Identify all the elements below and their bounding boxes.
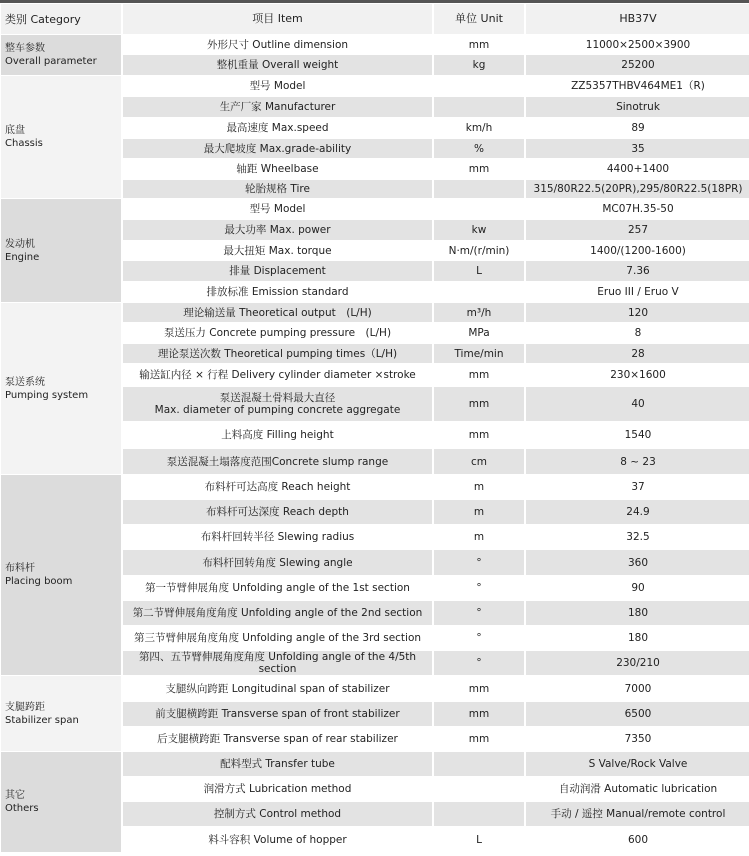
spec-unit: L [434, 827, 524, 852]
spec-unit: % [434, 139, 524, 158]
spec-item: 泵送混凝土骨料最大直径 Max. diameter of pumping concrete aggregate [123, 387, 432, 421]
header-unit: 单位 Unit [434, 4, 524, 34]
spec-value: 25200 [526, 55, 749, 75]
spec-unit [434, 180, 524, 198]
spec-item: 第一节臂伸展角度 Unfolding angle of the 1st section [123, 576, 432, 600]
spec-unit: mm [434, 727, 524, 751]
spec-item: 前支腿横跨距 Transverse span of front stabilizer [123, 702, 432, 726]
spec-value: 8 ~ 23 [526, 449, 749, 474]
spec-item: 外形尺寸 Outline dimension [123, 35, 432, 54]
spec-value: 自动润滑 Automatic lubrication [526, 777, 749, 801]
category-en: Overall parameter [5, 56, 97, 67]
spec-item: 轴距 Wheelbase [123, 159, 432, 179]
spec-unit: ° [434, 651, 524, 675]
spec-value: 1400/(1200-1600) [526, 241, 749, 260]
spec-row [1, 475, 749, 499]
spec-item: 泵送压力 Concrete pumping pressure (L/H) [123, 323, 432, 343]
category-cell [1, 475, 121, 675]
spec-unit: L [434, 261, 524, 281]
spec-value: 11000×2500×3900 [526, 35, 749, 54]
spec-value: 6500 [526, 702, 749, 726]
spec-item: 理论泵送次数 Theoretical pumping times（L/H) [123, 344, 432, 363]
spec-value: 180 [526, 626, 749, 650]
spec-unit [434, 76, 524, 96]
spec-item: 第四、五节臂伸展角度角度 Unfolding angle of the 4/5th section [123, 651, 432, 675]
spec-value: 1540 [526, 422, 749, 448]
header-row [1, 4, 749, 34]
spec-item: 布料杆回转半径 Slewing radius [123, 525, 432, 549]
spec-value: 360 [526, 550, 749, 575]
spec-unit: MPa [434, 323, 524, 343]
spec-unit: mm [434, 387, 524, 421]
spec-value: 手动 / 遥控 Manual/remote control [526, 802, 749, 826]
spec-value: 90 [526, 576, 749, 600]
spec-value: ZZ5357THBV464ME1（R) [526, 76, 749, 96]
header-category: 类别 Category [1, 4, 121, 34]
spec-unit: ° [434, 550, 524, 575]
category-cell [1, 35, 121, 75]
spec-item: 布料杆可达深度 Reach depth [123, 500, 432, 524]
spec-unit [434, 802, 524, 826]
spec-value: 7.36 [526, 261, 749, 281]
spec-value: 120 [526, 303, 749, 322]
spec-row [1, 76, 749, 96]
spec-item: 最大爬坡度 Max.grade-ability [123, 139, 432, 158]
spec-value: 37 [526, 475, 749, 499]
spec-value: 600 [526, 827, 749, 852]
category-en: Placing boom [5, 576, 73, 587]
spec-item: 料斗容积 Volume of hopper [123, 827, 432, 852]
spec-value: Sinotruk [526, 97, 749, 117]
category-zh: 布料杆 [5, 563, 35, 574]
category-zh: 整车参数 [5, 43, 45, 54]
spec-value: 8 [526, 323, 749, 343]
spec-unit [434, 97, 524, 117]
spec-unit: m³/h [434, 303, 524, 322]
category-zh: 其它 [5, 790, 25, 801]
spec-value: 40 [526, 387, 749, 421]
spec-item: 第二节臂伸展角度角度 Unfolding angle of the 2nd section [123, 601, 432, 625]
spec-item: 型号 Model [123, 199, 432, 219]
spec-row [1, 676, 749, 701]
spec-unit [434, 777, 524, 801]
spec-value: 32.5 [526, 525, 749, 549]
spec-unit: cm [434, 449, 524, 474]
spec-row [1, 199, 749, 219]
category-cell [1, 76, 121, 198]
spec-unit: mm [434, 422, 524, 448]
spec-value: MC07H.35-50 [526, 199, 749, 219]
category-en: Others [5, 803, 39, 814]
spec-value: 230/210 [526, 651, 749, 675]
category-en: Pumping system [5, 389, 89, 401]
spec-item: 控制方式 Control method [123, 802, 432, 826]
spec-unit: mm [434, 159, 524, 179]
spec-unit [434, 282, 524, 302]
category-cell [1, 752, 121, 852]
spec-unit: mm [434, 676, 524, 701]
spec-item: 最大扭矩 Max. torque [123, 241, 432, 260]
category-zh: 支腿跨距 [5, 701, 45, 713]
spec-value: 315/80R22.5(20PR),295/80R22.5(18PR) [526, 180, 749, 198]
category-en: Stabilizer span [5, 714, 79, 726]
spec-item: 轮胎规格 Tire [123, 180, 432, 198]
spec-unit: m [434, 525, 524, 549]
header-model: HB37V [526, 4, 749, 34]
spec-value: 230×1600 [526, 364, 749, 386]
spec-unit: kg [434, 55, 524, 75]
spec-item: 第三节臂伸展角度角度 Unfolding angle of the 3rd section [123, 626, 432, 650]
category-cell [1, 303, 121, 474]
spec-item: 最高速度 Max.speed [123, 118, 432, 138]
spec-item: 最大功率 Max. power [123, 220, 432, 240]
spec-unit: N·m/(r/min) [434, 241, 524, 260]
spec-item: 型号 Model [123, 76, 432, 96]
spec-item: 润滑方式 Lubrication method [123, 777, 432, 801]
spec-item: 理论输送量 Theoretical output (L/H) [123, 303, 432, 322]
spec-item: 输送缸内径 × 行程 Delivery cylinder diameter ×stroke [123, 364, 432, 386]
spec-unit: m [434, 500, 524, 524]
spec-row [1, 303, 749, 322]
spec-item: 布料杆回转角度 Slewing angle [123, 550, 432, 575]
spec-value: 89 [526, 118, 749, 138]
spec-unit: ° [434, 601, 524, 625]
spec-unit: kw [434, 220, 524, 240]
spec-value: 35 [526, 139, 749, 158]
spec-value: 7350 [526, 727, 749, 751]
spec-unit: mm [434, 702, 524, 726]
spec-value: 7000 [526, 676, 749, 701]
spec-unit: km/h [434, 118, 524, 138]
spec-item: 布料杆可达高度 Reach height [123, 475, 432, 499]
spec-item: 支腿纵向跨距 Longitudinal span of stabilizer [123, 676, 432, 701]
spec-item: 配料型式 Transfer tube [123, 752, 432, 776]
spec-item: 上料高度 Filling height [123, 422, 432, 448]
spec-unit: m [434, 475, 524, 499]
spec-value: S Valve/Rock Valve [526, 752, 749, 776]
spec-item: 排量 Displacement [123, 261, 432, 281]
spec-value: Eruo III / Eruo V [526, 282, 749, 302]
category-en: Chassis [5, 138, 43, 149]
spec-item: 后支腿横跨距 Transverse span of rear stabilizer [123, 727, 432, 751]
spec-value: 28 [526, 344, 749, 363]
category-cell [1, 199, 121, 302]
spec-item: 生产厂家 Manufacturer [123, 97, 432, 117]
spec-item: 泵送混凝土塌落度范围Concrete slump range [123, 449, 432, 474]
category-en: Engine [5, 251, 40, 263]
category-cell [1, 676, 121, 751]
spec-row [1, 35, 749, 54]
spec-unit: mm [434, 364, 524, 386]
spec-row [1, 752, 749, 776]
spec-value: 24.9 [526, 500, 749, 524]
spec-item: 排放标准 Emission standard [123, 282, 432, 302]
header-item: 项目 Item [123, 4, 432, 34]
spec-unit [434, 752, 524, 776]
spec-unit: mm [434, 35, 524, 54]
spec-unit: ° [434, 626, 524, 650]
spec-value: 4400+1400 [526, 159, 749, 179]
category-zh: 发动机 [5, 238, 35, 250]
spec-unit [434, 199, 524, 219]
spec-item: 整机重量 Overall weight [123, 55, 432, 75]
category-zh: 底盘 [5, 125, 25, 136]
spec-value: 257 [526, 220, 749, 240]
spec-unit: Time/min [434, 344, 524, 363]
category-zh: 泵送系统 [5, 376, 45, 388]
spec-value: 180 [526, 601, 749, 625]
spec-unit: ° [434, 576, 524, 600]
spec-table [0, 3, 749, 853]
